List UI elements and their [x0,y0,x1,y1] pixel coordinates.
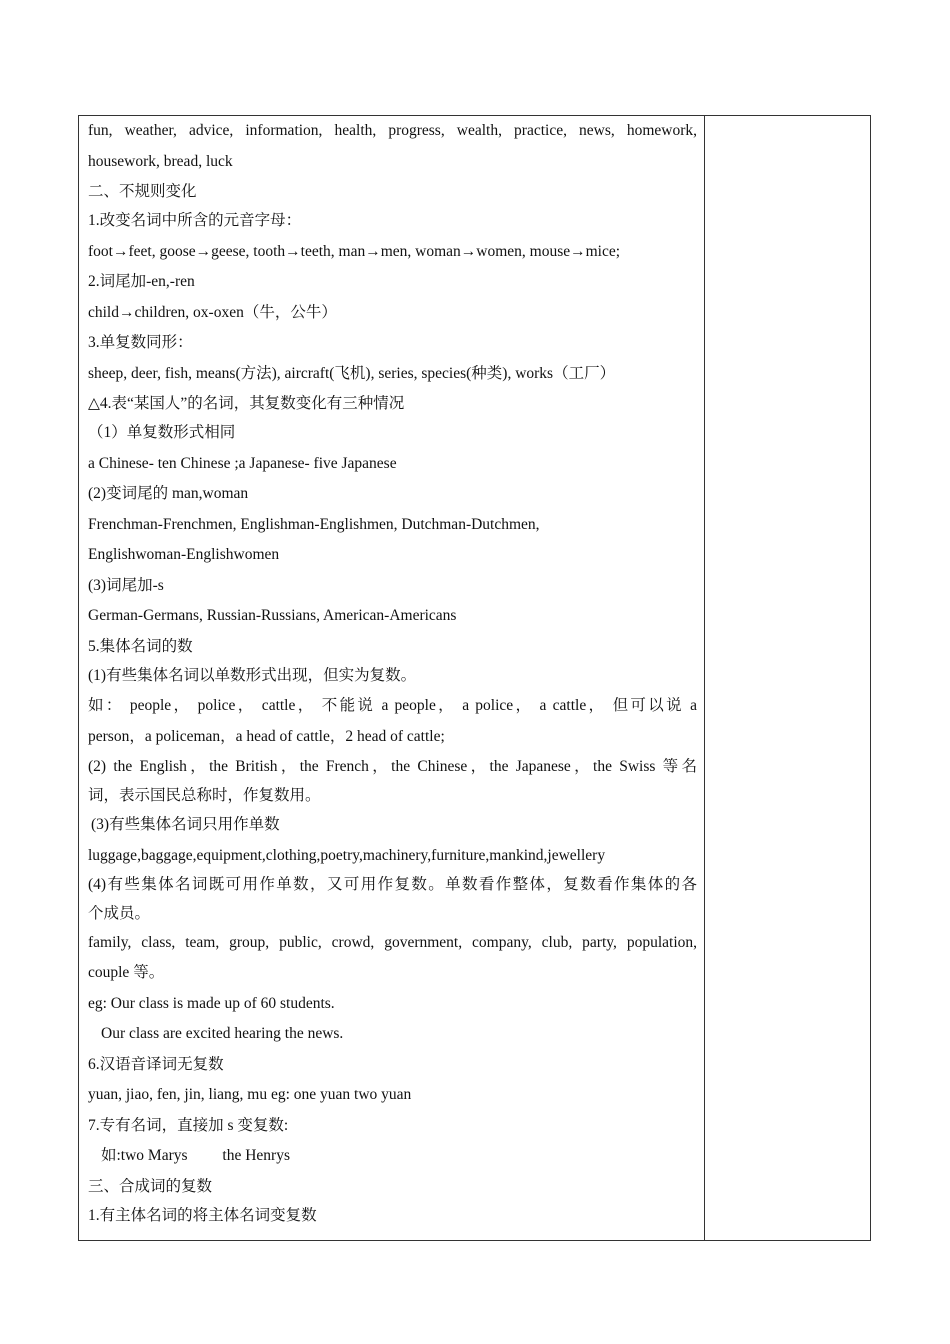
text-line: sheep, deer, fish, means(方法), aircraft(飞机), series, species(种类), works（工厂） [88,364,616,382]
text-line: (4)有些集体名词既可用作单数，又可用作复数。单数看作整体，复数看作集体的各 [88,875,697,893]
text-line: （1）单复数形式相同 [88,424,236,441]
text-line: fun, weather, advice, information, health, progress, wealth, practice, news, homework, [88,122,697,139]
text-line: (2) the English，the British，the French，the Chinese，the Japanese，the Swiss 等名 [88,758,697,775]
text-line: German-Germans, Russian-Russians, American-Americans [88,607,457,624]
text-line: 1.有主体名词的将主体名词变复数 [88,1206,317,1224]
text-line: Our class are excited hearing the news. [101,1025,344,1042]
text-line: eg: Our class is made up of 60 students. [88,994,335,1012]
section-heading: 二、不规则变化 [88,183,197,200]
text-line: △4.表“某国人”的名词，其复数变化有三种情况 [88,395,405,412]
text-line: yuan, jiao, fen, jin, liang, mu eg: one yuan two yuan [88,1086,412,1103]
text-line: 个成员。 [88,904,151,922]
text-line: 7.专有名词，直接加 s 变复数: [88,1116,289,1134]
text-line: Frenchman-Frenchmen, Englishman-Englishmen, Dutchman-Dutchmen, [88,515,540,533]
text-line: person，a policeman，a head of cattle，2 head of cattle; [88,727,445,745]
text-line: (3)有些集体名词只用作单数 [91,816,280,833]
text-line: child→children, ox-oxen（牛，公牛） [88,303,337,321]
text-line: 2.词尾加-en,-ren [88,273,195,290]
text-line: 6.汉语音译词无复数 [88,1055,224,1073]
column-divider [704,116,705,1240]
section-heading: 三、合成词的复数 [88,1177,213,1195]
text-line: foot→feet, goose→geese, tooth→teeth, man→men, woman→women, mouse→mice; [88,242,621,260]
main-cell [88,116,697,1230]
text-line: 3.单复数同形： [88,334,193,351]
text-line: 5.集体名词的数 [88,637,193,655]
text-line: housework, bread, luck [88,152,233,170]
text-line: Englishwoman-Englishwomen [88,546,280,563]
text-line: 词，表示国民总称时，作复数用。 [88,787,321,804]
text-line: (1)有些集体名词以单数形式出现，但实为复数。 [88,666,417,684]
content-table [78,115,871,1241]
text-line: luggage,baggage,equipment,clothing,poetry,machinery,furniture,mankind,jewellery [88,846,606,864]
text-line: a Chinese- ten Chinese ;a Japanese- five Japanese [88,454,397,472]
text-line: (3)词尾加-s [88,576,164,594]
text-line: couple 等。 [88,964,165,981]
text-line: 1.改变名词中所含的元音字母： [88,212,302,229]
text-line: family, class, team, group, public, crowd, government, company, club, party, population, [88,933,697,951]
text-line: 如:two Marys the Henrys [101,1147,290,1164]
text-line: (2)变词尾的 man,woman [88,485,249,502]
text-line: 如： people， police， cattle， 不能说 a people， a police， a cattle， 但可以说 a [88,697,697,714]
